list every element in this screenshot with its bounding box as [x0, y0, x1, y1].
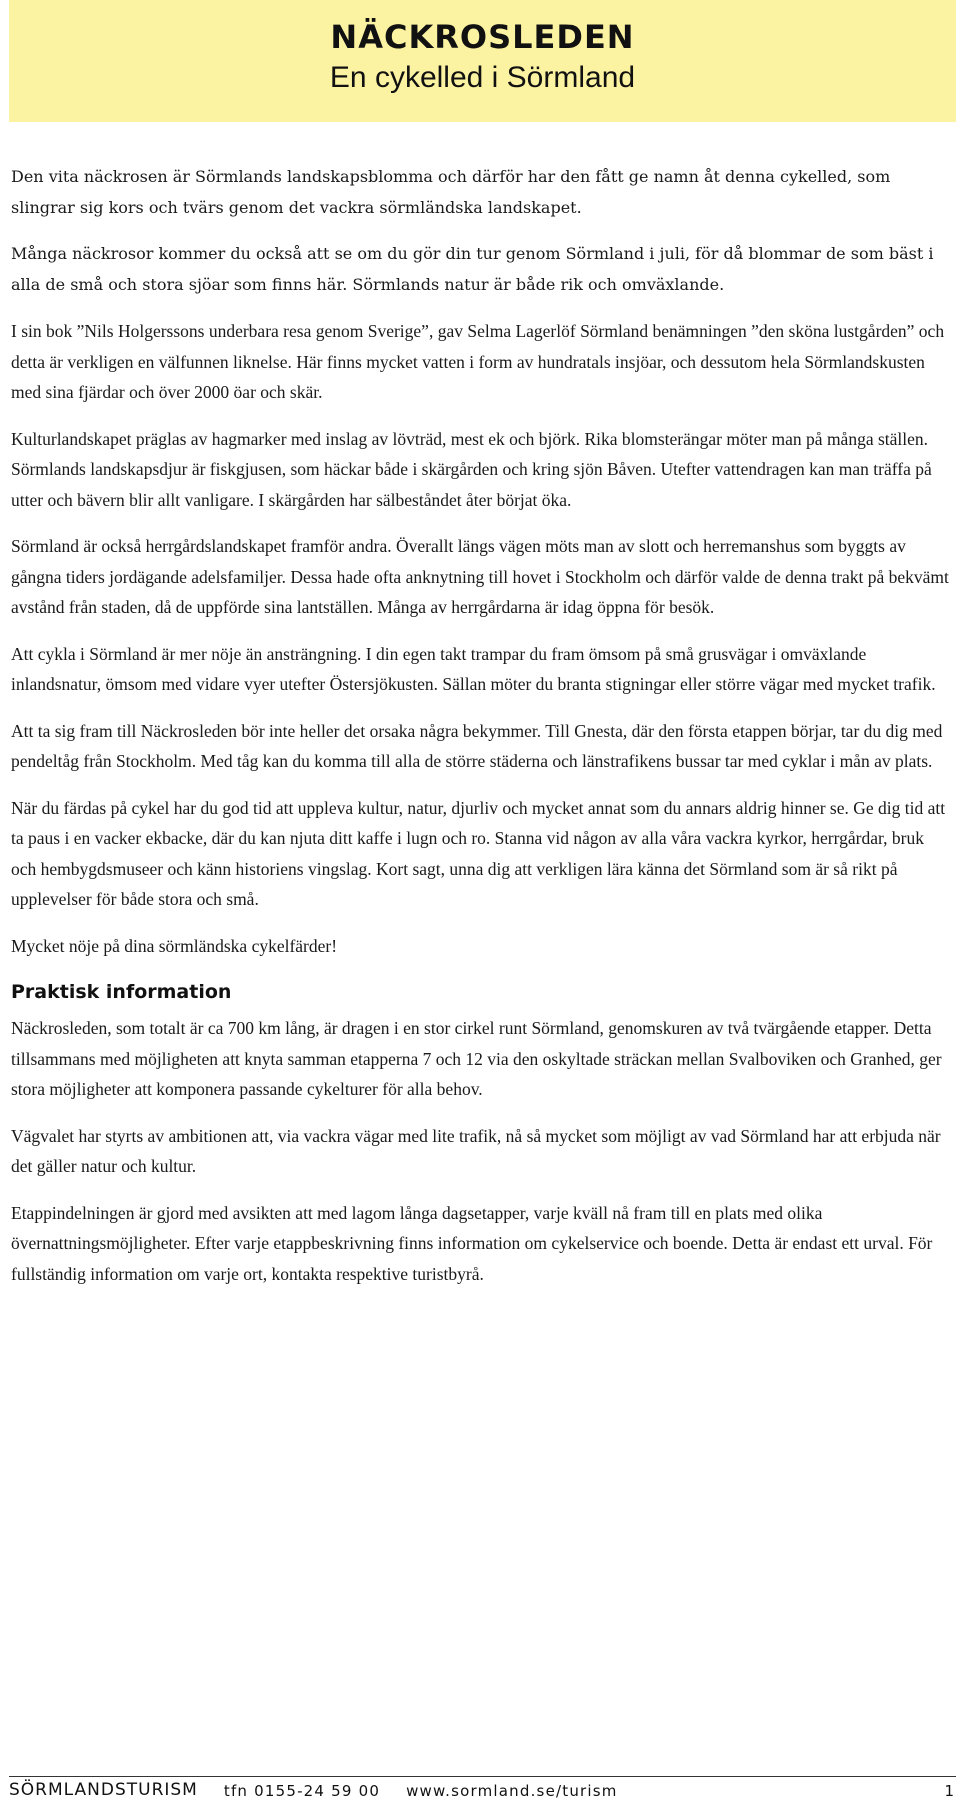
- page-title: NÄCKROSLEDEN: [330, 18, 635, 56]
- footer-website-link[interactable]: www.sormland.se/turism: [406, 1782, 618, 1800]
- paragraph-kulturlandskap: Kulturlandskapet präglas av hagmarker med inslag av lövträd, mest ek och björk. Rika blomsterängar möter man på många ställen. Sörmlands landskapsdjur är fiskgjusen, som häckar både i skärgården och kring sjön Båven. Utefter vattendragen kan man träffa på utter och bävern blir allt vanligare. I skärgården har sälbeståndet åter börjat öka.: [11, 428, 932, 510]
- paragraph-noje: Mycket nöje på dina sörmländska cykelfärder!: [11, 935, 338, 956]
- footer-brand: SÖRMLANDSTURISM: [9, 1780, 198, 1800]
- paragraph-intro: Den vita näckrosen är Sörmlands landskapsblomma och därför har den fått ge namn åt denna cykelled, som slingrar sig kors och tvärs genom det vackra sörmländska landskapet.: [11, 167, 891, 217]
- paragraph-uppleva: När du färdas på cykel har du god tid att uppleva kultur, natur, djurliv och mycket annat som du annars aldrig hinner se. Ge dig tid att ta paus i en vacker ekbacke, där du kan njuta ditt kaffe i lugn och ro. Stanna vid någon av alla våra vackra kyrkor, herrgårdar, bruk och hembygdsmuseer och känn historiens vingslag. Kort sagt, unna dig att verkligen lära känna det Sörmland som är så rikt på upplevelser för både stora och små.: [11, 797, 946, 909]
- paragraph-praktisk-etapper: Etappindelningen är gjord med avsikten att med lagom långa dagsetapper, varje kväll nå fram till en plats med olika övernattningsmöjligheter. Efter varje etappbeskrivning finns information om cykelservice och boende. Detta är endast ett urval. För fullständig information om varje ort, kontakta respektive turistbyrå.: [11, 1202, 933, 1284]
- footer-phone: tfn 0155-24 59 00: [223, 1782, 381, 1800]
- article-body: [11, 162, 951, 1305]
- page-number: 1: [944, 1782, 954, 1800]
- paragraph-lagerlof: I sin bok ”Nils Holgerssons underbara resa genom Sverige”, gav Selma Lagerlöf Sörmland benämningen ”den sköna lustgården” och detta är verkligen en välfunnen liknelse. Här finns mycket vatten i form av hundratals insjöar, och dessutom hela Sörmlandskusten med sina fjärdar och över 2000 öar och skär.: [11, 321, 945, 402]
- paragraph-cykla: Att cykla i Sörmland är mer nöje än ansträngning. I din egen takt trampar du fram ömsom på små grusvägar i omväxlande inlandsnatur, ömsom med vidare vyer utefter Östersjökusten. Sällan möter du branta stigningar eller större vägar med mycket trafik.: [11, 643, 936, 694]
- page-footer: [9, 1776, 956, 1800]
- paragraph-praktisk-vagval: Vägvalet har styrts av ambitionen att, via vackra vägar med lite trafik, nå så mycket som möjligt av vad Sörmland har att erbjuda när det gäller natur och kultur.: [11, 1125, 941, 1176]
- paragraph-resa: Att ta sig fram till Näckrosleden bör inte heller det orsaka några bekymmer. Till Gnesta, där den första etappen börjar, tar du dig med pendeltåg från Stockholm. Med tåg kan du komma till alla de större städerna och länstrafikens bussar tar med cyklar i mån av plats.: [11, 720, 943, 771]
- page-subtitle: En cykelled i Sörmland: [329, 61, 636, 94]
- paragraph-praktisk-ledens-langd: Näckrosleden, som totalt är ca 700 km lång, är dragen i en stor cirkel runt Sörmland, genomskuren av två tvärgående etapper. Detta tillsammans med möjligheten att knyta samman etapperna 7 och 12 via den oskyltade sträckan mellan Svalboviken och Granhed, ger stora möjligheter att komponera passande cykelturer för alla behov.: [11, 1018, 942, 1099]
- section-heading-praktisk: Praktisk information: [11, 981, 232, 1003]
- paragraph-herrgardar: Sörmland är också herrgårdslandskapet framför andra. Överallt längs vägen möts man av slott och herremanshus som byggts av gångna tiders jordägande adelsfamiljer. Dessa hade ofta anknytning till hovet i Stockholm och därför valde de denna trakt på bekvämt avstånd från staden, då de uppförde sina lantställen. Många av herrgårdarna är idag öppna för besök.: [11, 536, 949, 617]
- title-banner: [9, 0, 956, 122]
- paragraph-nackrosor: Många näckrosor kommer du också att se om du gör din tur genom Sörmland i juli, för då blommar de som bäst i alla de små och stora sjöar som finns här. Sörmlands natur är både rik och omväxlande.: [11, 244, 934, 294]
